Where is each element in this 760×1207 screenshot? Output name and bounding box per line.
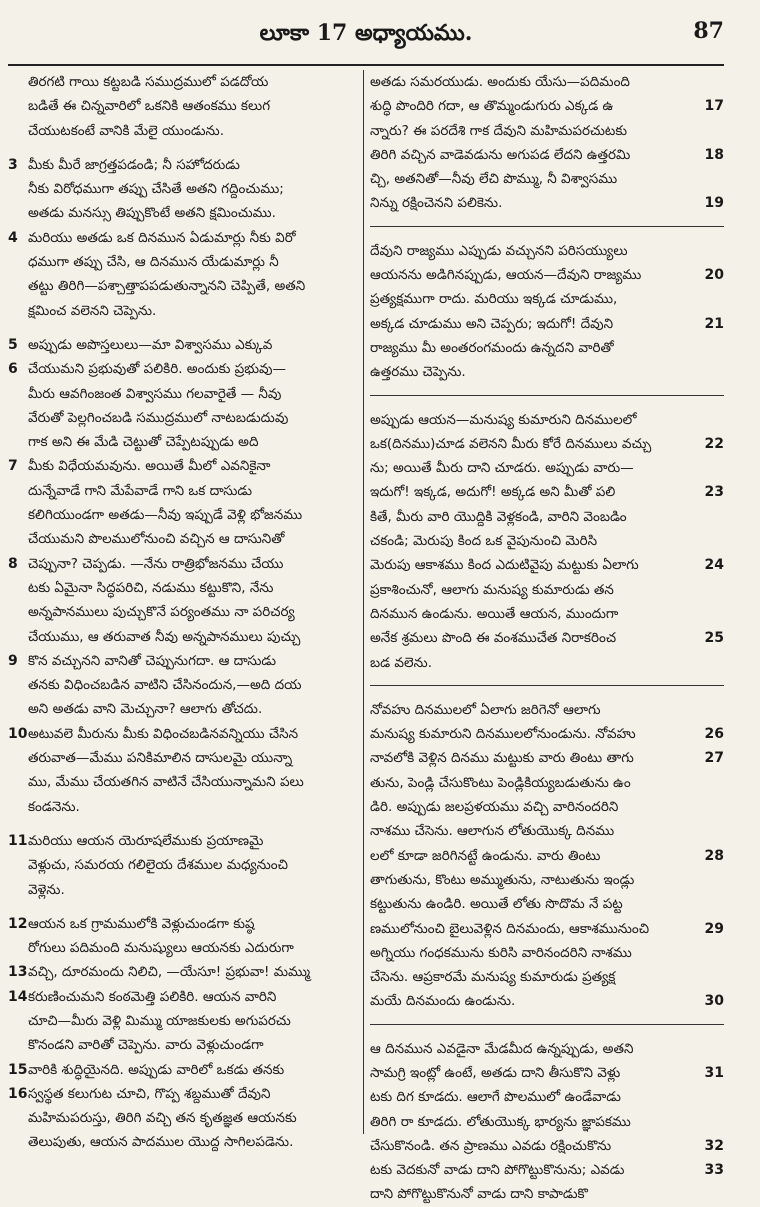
text-line — [8, 479, 358, 503]
verse-number: 33 — [704, 1162, 724, 1179]
text-line — [8, 625, 358, 649]
line-text: ఉత్తరము చెప్పెను. — [370, 364, 466, 381]
line-text: అప్పుడు అపొస్తలులు—మా విశ్వాసము ఎక్కువ — [28, 336, 273, 353]
verse-number: 29 — [704, 920, 724, 937]
line-text: లలో కూడా జరిగినట్టే ఉండును. వారు తింటు — [370, 847, 601, 864]
line-text: వారికి శుద్ధియైనది. అప్పుడు వారిలో ఒకడు తనకు — [28, 1061, 285, 1078]
text-line — [8, 299, 358, 323]
text-line — [370, 868, 724, 892]
verse-number: 9 — [8, 652, 18, 669]
text-line — [8, 1130, 358, 1154]
verse-number: 17 — [704, 98, 724, 115]
verse-number: 22 — [704, 435, 724, 452]
line-text: మనుష్య కుమారుని దినములలోనుండును. నోవహు — [370, 726, 636, 743]
line-text: తిరగటి గాయి కట్టబడి సముద్రములో పడదోయ — [28, 74, 269, 90]
line-text: కొన వచ్చునని వానితో చెప్పునుగదా. ఆ దాసుడు — [28, 652, 277, 669]
line-text: చకండి; మెరుపు కింద ఒక వైపునుంచి మెరిసి — [370, 533, 598, 550]
line-text: నీకు విరోధముగా తప్పు చేసితే అతని గద్దించుము; — [28, 181, 284, 198]
line-text: న్నారు? ఈ పరదేశి గాక దేవుని మహిమపరచుటకు — [370, 122, 628, 139]
text-line — [370, 553, 724, 577]
text-line — [370, 578, 724, 602]
line-text: చ్చి, అతనితో—నీవు లేచి పొమ్ము, నీ విశ్వాసము — [370, 171, 618, 188]
paragraph — [8, 333, 358, 819]
line-text: చేయుమని పొలములోనుంచి వచ్చిన ఆ దాసునితో — [28, 531, 285, 548]
line-text: క్షమించ వలెనని చెప్పెను. — [28, 302, 157, 319]
line-text: అతడు మనస్సు తిప్పుకొంటే అతని క్షమించుము. — [28, 205, 276, 222]
verse-number: 15 — [8, 1061, 28, 1078]
line-text: గాక అని ఈ మేడి చెట్టుతో చెప్పేటప్పుడు అది — [28, 434, 259, 451]
line-text: తును, పెండ్లి చేసుకొంటు పెండ్లికియ్యబడుతును ఉం — [370, 774, 631, 791]
line-text: టకు ఏమైనా సిద్ధపరిచి, నడుము కట్టుకొని, నేను — [28, 579, 274, 596]
page-header — [8, 6, 724, 64]
text-line — [8, 153, 358, 177]
text-line — [8, 406, 358, 430]
text-line — [8, 912, 358, 936]
text-line — [8, 1033, 358, 1057]
verse-number: 28 — [704, 847, 724, 864]
text-line — [8, 177, 358, 201]
line-text: ఆయన ఒక గ్రామములోకి వెళ్లుచుండగా కుష్ఠ — [28, 915, 255, 932]
page-number: 87 — [693, 18, 724, 44]
line-text: అతడు సమరయుడు. అందుకు యేసు—పదిమంది — [370, 74, 630, 90]
verse-number: 10 — [8, 725, 28, 742]
column-divider — [363, 70, 364, 1134]
line-text: చూచి—మీరు వెళ్లి మిమ్ము యాజకులకు అగుపరచు — [28, 1012, 291, 1029]
line-text: తాగుతును, కొంటు అమ్ముతును, నాటుతును ఇండ్లు — [370, 871, 635, 888]
text-line — [370, 795, 724, 819]
line-text: ఒక(దినము)చూడ వలెనని మీరు కోరే దినములు వచ్చు — [370, 435, 652, 452]
text-line — [8, 649, 358, 673]
line-text: డిరి. అప్పుడు జలప్రళయము వచ్చి వారినందరిని — [370, 799, 619, 816]
text-line — [370, 819, 724, 843]
text-line — [370, 771, 724, 795]
line-text: అప్పుడు ఆయన—మనుష్య కుమారుని దినములలో — [370, 411, 637, 428]
text-line — [8, 960, 358, 984]
line-text: నోవహు దినములలో ఏలాగు జరిగెనో ఆలాగు — [370, 701, 601, 718]
running-head: లూకా 17 అధ్యాయము. — [259, 20, 473, 46]
text-line — [8, 1009, 358, 1033]
text-line — [370, 263, 724, 287]
text-line — [8, 250, 358, 274]
text-line — [8, 795, 358, 819]
text-line — [370, 191, 724, 215]
line-text: ఆయనను అడిగినప్పుడు, ఆయన—దేవుని రాజ్యము — [370, 267, 642, 284]
line-text: తట్టు తిరిగి—పశ్చాత్తాపపడుతున్నానని చెప్పితే, అతని — [28, 278, 306, 295]
line-text: దేవుని రాజ్యము ఎప్పుడు వచ్చునని పరిసయ్యులు — [370, 242, 628, 259]
text-line — [8, 70, 358, 94]
line-text: కలిగియుండగా అతడు—నీవు ఇప్పుడే వెళ్లి భోజనము — [28, 507, 303, 524]
text-line — [370, 698, 724, 722]
line-text: చేయుటకంటే వానికి మేలై యుండును. — [28, 122, 224, 139]
text-line — [370, 94, 724, 118]
line-text: వచ్చి, దూరమందు నిలిచి, —యేసూ! ప్రభువా! మమ్ము — [28, 964, 311, 981]
line-text: మయే దినమందు ఉండును. — [370, 993, 516, 1010]
text-line — [8, 454, 358, 478]
text-line — [8, 878, 358, 902]
verse-number: 26 — [704, 726, 724, 743]
verse-number: 12 — [8, 915, 28, 932]
line-text: బడితే ఈ చిన్నవారిలో ఒకనికి ఆతంకము కలుగ — [28, 98, 271, 115]
verse-number: 19 — [704, 195, 724, 212]
text-line — [370, 892, 724, 916]
text-line — [8, 985, 358, 1009]
line-text: దాని పోగొట్టుకొనునో వాడు దాని కాపాడుకొ — [370, 1186, 588, 1203]
line-text: ణములోనుంచి బైలువెళ్లిన దినమందు, ఆకాశమునుంచి — [370, 920, 650, 937]
line-text: అక్కడ చూడుము అని చెప్పరు; ఇదుగో! దేవుని — [370, 315, 614, 332]
verse-number: 3 — [8, 156, 18, 173]
line-text: ప్రత్యక్షముగా రాదు. మరియు ఇక్కడ చూడుము, — [370, 291, 618, 308]
paragraph — [370, 395, 724, 675]
line-text: నాశము చేసెను. ఆలాగున లోతుయొక్క దినము — [370, 823, 615, 840]
text-line — [370, 1085, 724, 1109]
text-line — [370, 1134, 724, 1158]
page — [8, 6, 724, 1203]
line-text: దున్నేవాడే గాని మేపేవాడే గాని ఒక దాసుడు — [28, 482, 253, 499]
verse-number: 11 — [8, 832, 28, 849]
text-line — [8, 673, 358, 697]
paragraph — [370, 1024, 724, 1207]
line-text: కొనండని వారితో చెప్పెను. వారు వెళ్లుచుండగా — [28, 1037, 264, 1054]
line-text: దినమున ఉండును. అయితే ఆయన, ముందుగా — [370, 605, 619, 622]
line-text: బడ వలెను. — [370, 654, 433, 671]
text-line — [370, 480, 724, 504]
verse-number: 32 — [704, 1137, 724, 1154]
text-line — [8, 503, 358, 527]
paragraph — [8, 829, 358, 902]
text-line — [370, 746, 724, 770]
text-line — [370, 287, 724, 311]
line-text: మీకు మీరే జాగ్రత్తపడండి; నీ సహోదరుడు — [28, 156, 240, 173]
line-text: మహిమపరుస్తు, తిరిగి వచ్చి తన కృతజ్ఞత ఆయనకు — [28, 1110, 297, 1127]
line-text: శుద్ధి పొందిరి గదా, ఆ తొమ్మండుగురు ఎక్కడ ఉ — [370, 98, 614, 115]
verse-number: 18 — [704, 146, 724, 163]
line-text: నిన్ను రక్షించెనని పలికెను. — [370, 195, 503, 212]
verse-number: 4 — [8, 229, 18, 246]
verse-number: 27 — [704, 750, 724, 767]
verse-number: 25 — [704, 630, 724, 647]
text-line — [8, 119, 358, 143]
line-text: మరియు ఆయన యెరూషలేముకు ప్రయాణమై — [28, 832, 264, 849]
paragraph — [370, 685, 724, 1014]
line-text: అనేక శ్రమలు పొంది ఈ వంశముచేత నిరాకరించ — [370, 630, 617, 647]
line-text: చేయుమని ప్రభువుతో పలికిరి. అందుకు ప్రభువు— — [28, 361, 287, 378]
text-line — [8, 201, 358, 225]
text-line — [370, 408, 724, 432]
text-line — [370, 360, 724, 384]
text-line — [370, 312, 724, 336]
paragraph — [8, 70, 358, 143]
line-text: తిరిగి రా కూడదు. లోతుయొక్క భార్యను జ్ఞాపకము — [370, 1113, 631, 1130]
line-text: తరువాత—మేము పనికిమాలిన దాసులమై యున్నా — [28, 750, 293, 767]
text-line — [370, 602, 724, 626]
text-line — [8, 1058, 358, 1082]
verse-number: 23 — [704, 484, 724, 501]
text-line — [8, 829, 358, 853]
text-line — [8, 552, 358, 576]
text-line — [8, 746, 358, 770]
line-text: మరియు అతడు ఒక దినమున ఏడుమార్లు నీకు విరో — [28, 229, 296, 246]
verse-number: 16 — [8, 1085, 28, 1102]
text-line — [370, 70, 724, 94]
line-text: వెళ్లుచు, సమరయ గలిలైయ దేశముల మధ్యనుంచి — [28, 857, 288, 874]
text-line — [8, 722, 358, 746]
line-text: టకు వెదకునో వాడు దాని పోగొట్టుకొనును; ఎవడు — [370, 1162, 625, 1179]
line-text: అని అతడు వాని మెచ్చునా? ఆలాగు తోచదు. — [28, 701, 263, 718]
text-line — [370, 143, 724, 167]
text-line — [8, 357, 358, 381]
text-line — [8, 697, 358, 721]
text-line — [8, 382, 358, 406]
text-line — [370, 941, 724, 965]
header-rule — [8, 64, 724, 66]
line-text: చేసుకొనండి. తన ప్రాణము ఎవడు రక్షించుకొను — [370, 1137, 612, 1154]
text-line — [370, 1037, 724, 1061]
text-line — [370, 844, 724, 868]
line-text: అన్నపానములు పుచ్చుకొనే పర్యంతము నా పరిచర్య — [28, 604, 295, 621]
line-text: వెళ్లెను. — [28, 881, 65, 898]
left-column — [8, 70, 358, 1151]
text-line — [370, 1110, 724, 1134]
line-text: తనకు విధించబడిన వాటిని చేసినందున,—అది దయ — [28, 677, 302, 694]
text-line — [370, 965, 724, 989]
verse-number: 30 — [704, 993, 724, 1010]
text-line — [370, 989, 724, 1013]
verse-number: 24 — [704, 557, 724, 574]
line-text: మీకు విధేయమవును. అయితే మీలో ఎవనికైనా — [28, 458, 271, 475]
text-line — [370, 917, 724, 941]
line-text: టకు దిగ కూడదు. ఆలాగే పొలములో ఉండేవాడు — [370, 1089, 621, 1106]
line-text: చేసెను. ఆప్రకారమే మనుష్య కుమారుడు ప్రత్యక్ష — [370, 969, 616, 986]
text-columns — [8, 70, 724, 1203]
verse-number: 7 — [8, 458, 18, 475]
text-line — [8, 853, 358, 877]
text-line — [370, 505, 724, 529]
line-text: ను; అయితే మీరు దాని చూడరు. అప్పుడు వారు— — [370, 460, 634, 477]
verse-number: 8 — [8, 555, 18, 572]
text-line — [8, 94, 358, 118]
line-text: ధముగా తప్పు చేసి, ఆ దినమున యేడుమార్లు నీ — [28, 254, 279, 271]
paragraph — [8, 153, 358, 323]
text-line — [370, 1061, 724, 1085]
text-line — [8, 527, 358, 551]
text-line — [8, 1106, 358, 1130]
right-column — [370, 70, 724, 1203]
text-line — [8, 333, 358, 357]
line-text: మెరుపు ఆకాశము కింద ఎదుటివైపు మట్టుకు ఏలాగు — [370, 557, 639, 574]
line-text: ము, మేము చేయతగిన వాటినే చేసియున్నామని పలు — [28, 774, 304, 791]
paragraph — [370, 226, 724, 385]
text-line — [8, 936, 358, 960]
line-text: స్వస్థత కలుగుట చూచి, గొప్ప శబ్దముతో దేవుని — [28, 1085, 271, 1102]
text-line — [370, 529, 724, 553]
line-text: రాజ్యము మీ అంతరంగమందు ఉన్నదని వారితో — [370, 339, 614, 356]
text-line — [8, 226, 358, 250]
text-line — [370, 1158, 724, 1182]
paragraph — [370, 70, 724, 216]
verse-number: 5 — [8, 336, 18, 353]
verse-number: 13 — [8, 964, 28, 981]
line-text: తిరిగి వచ్చిన వాడెవడును అగుపడ లేదని ఉత్తరమి — [370, 146, 631, 163]
verse-number: 6 — [8, 361, 18, 378]
line-text: చేయుము, ఆ తరువాత నీవు అన్నపానములు పుచ్చు — [28, 628, 301, 645]
text-line — [370, 336, 724, 360]
line-text: వేరుతో పెల్లగించబడి సముద్రములో నాటబడుదువు — [28, 409, 289, 426]
line-text: చెప్పునా? చెప్పడు. —నేను రాత్రిభోజనము చేయు — [28, 555, 284, 572]
text-line — [8, 274, 358, 298]
line-text: నావలోకి వెళ్లిన దినము మట్టుకు వారు తింటు తాగు — [370, 750, 634, 767]
verse-number: 31 — [704, 1064, 724, 1081]
verse-number: 20 — [704, 267, 724, 284]
line-text: ఇదుగో! ఇక్కడ, అదుగో! అక్కడ అని మీతో పలి — [370, 484, 616, 501]
line-text: తెలుపుతు, ఆయన పాదముల యొద్ద సాగిలపడెను. — [28, 1134, 294, 1151]
text-line — [370, 1182, 724, 1206]
text-line — [8, 1082, 358, 1106]
text-line — [370, 651, 724, 675]
text-line — [8, 770, 358, 794]
line-text: రోగులు పదిమంది మనుష్యులు ఆయనకు ఎదురుగా — [28, 940, 294, 957]
line-text: కరుణించుమని కంఠమెత్తి పలికిరి. ఆయన వారిని — [28, 988, 277, 1005]
paragraph — [8, 912, 358, 1155]
text-line — [370, 626, 724, 650]
line-text: ఆ దినమున ఎవడైనా మేడమీద ఉన్నప్పుడు, అతని — [370, 1040, 634, 1057]
line-text: ప్రకాశించునో, ఆలాగు మనుష్య కుమారుడు తన — [370, 581, 614, 598]
text-line — [370, 167, 724, 191]
line-text: కట్టుతును ఉండిరి. అయితే లోతు సొదొమ నే పట్ట — [370, 896, 623, 913]
text-line — [370, 119, 724, 143]
text-line — [370, 722, 724, 746]
text-line — [8, 430, 358, 454]
line-text: సామగ్రి ఇంట్లో ఉంటే, అతడు దాని తీసుకొని వెళ్లు — [370, 1064, 621, 1081]
line-text: అగ్నియు గంధకమును కురిసి వారినందరిని నాశము — [370, 944, 632, 961]
line-text: కండనెను. — [28, 798, 80, 815]
line-text: కితే, మీరు వారి యొద్దికి వెళ్లకండి, వారిని వెంబడిం — [370, 508, 627, 525]
line-text: అటువలె మీరును మీకు విధించబడినవన్నియు చేసిన — [28, 725, 299, 742]
text-line — [370, 239, 724, 263]
text-line — [370, 432, 724, 456]
line-text: మీరు ఆవగింజంత విశ్వాసము గలవారైతే — నీవు — [28, 385, 282, 402]
text-line — [8, 600, 358, 624]
verse-number: 21 — [704, 315, 724, 332]
text-line — [8, 576, 358, 600]
text-line — [370, 456, 724, 480]
verse-number: 14 — [8, 988, 28, 1005]
